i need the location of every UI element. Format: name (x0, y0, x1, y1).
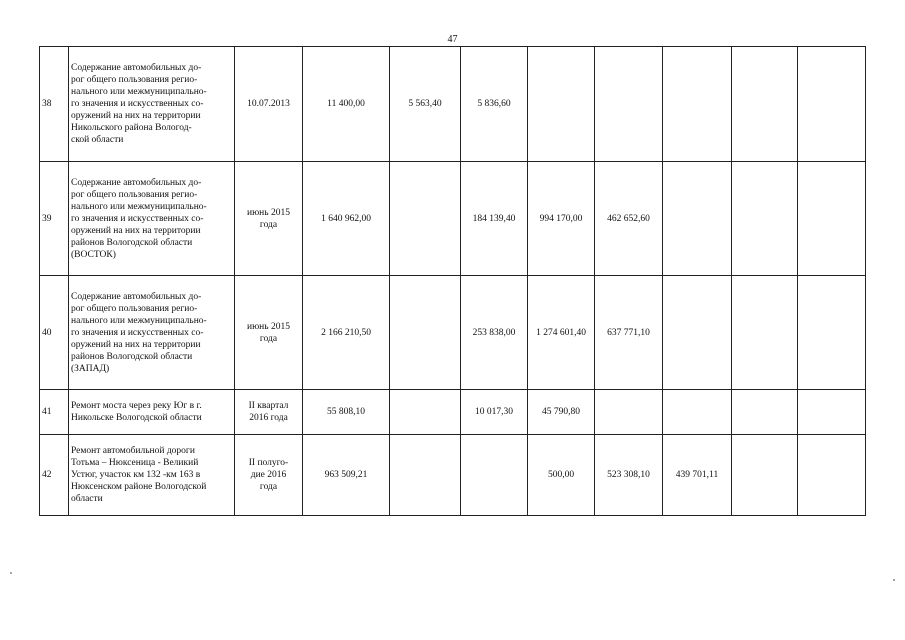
deadline-cell (235, 276, 303, 390)
amount-text: 523 308,10 (607, 470, 650, 480)
amount-cell-v3 (461, 390, 528, 435)
deadline-cell (235, 47, 303, 162)
work-name-cell (69, 276, 235, 390)
deadline-text: июнь 2015 года (247, 207, 290, 230)
table-row (40, 162, 866, 276)
amount-cell-v1 (303, 435, 390, 516)
amount-text: 5 563,40 (408, 99, 442, 109)
amount-cell-v6 (663, 390, 732, 435)
table-row (40, 276, 866, 390)
amount-cell-v7 (732, 47, 798, 162)
row-number-cell (40, 162, 69, 276)
amount-cell-v2 (390, 276, 461, 390)
amount-cell-v5 (595, 47, 663, 162)
amount-text: 55 808,10 (327, 407, 365, 417)
works-table (39, 46, 866, 516)
amount-text: 184 139,40 (472, 213, 516, 224)
amount-cell-v1 (303, 47, 390, 162)
work-name-cell (69, 435, 235, 516)
amount-cell-v2 (390, 390, 461, 435)
amount-cell-v8 (798, 162, 866, 276)
row-number-cell (40, 435, 69, 516)
amount-text: 462 652,60 (607, 213, 650, 224)
amount-cell-v7 (732, 162, 798, 276)
amount-cell-v4 (528, 390, 595, 435)
amount-cell-v2 (390, 435, 461, 516)
amount-text: 11 400,00 (327, 99, 365, 109)
deadline-text: II квартал 2016 года (248, 401, 289, 423)
deadline-text: июнь 2015 года (247, 321, 290, 344)
amount-cell-v5 (595, 390, 663, 435)
amount-cell-v2 (390, 162, 461, 276)
row-number-text: 39 (42, 213, 52, 224)
amount-text: 5 836,60 (477, 99, 511, 109)
page-number: 47 (447, 34, 458, 45)
row-number-text: 40 (42, 327, 52, 338)
amount-cell-v3 (461, 162, 528, 276)
amount-text: 1 640 962,00 (321, 213, 371, 224)
deadline-cell (235, 435, 303, 516)
table-row (40, 47, 866, 162)
row-number-text: 41 (42, 407, 52, 417)
work-name-cell (69, 390, 235, 435)
amount-cell-v1 (303, 390, 390, 435)
amount-text: 439 701,11 (675, 470, 719, 480)
amount-text: 2 166 210,50 (321, 327, 371, 338)
amount-cell-v7 (732, 435, 798, 516)
work-name-cell (69, 47, 235, 162)
deadline-cell (235, 162, 303, 276)
amount-text: 963 509,21 (324, 470, 368, 480)
work-name-text: Содержание автомобильных до- рог общего пользования регио- нального или межмуниципально- го значения и искусственных со- оружений на них на территории районов Вологодской области (ВОСТОК) (71, 177, 207, 260)
row-number-text: 38 (42, 99, 52, 109)
amount-text: 253 838,00 (472, 327, 516, 338)
row-number-cell (40, 390, 69, 435)
amount-cell-v4 (528, 435, 595, 516)
amount-text: 637 771,10 (607, 327, 650, 338)
table-row (40, 435, 866, 516)
scan-speck (10, 572, 12, 574)
amount-cell-v8 (798, 47, 866, 162)
deadline-cell (235, 390, 303, 435)
amount-cell-v7 (732, 390, 798, 435)
work-name-cell (69, 162, 235, 276)
work-name-text: Ремонт автомобильной дороги Тотьма – Нюксеница - Великий Устюг, участок км 132 -км 163 в Нюксенском районе Вологодской области (71, 446, 207, 504)
amount-cell-v2 (390, 47, 461, 162)
amount-cell-v6 (663, 162, 732, 276)
amount-cell-v6 (663, 47, 732, 162)
work-name-text: Содержание автомобильных до- рог общего пользования регио- нального или межмуниципально- го значения и искусственных со- оружений на них на территории Никольского района Вологод- ской области (71, 63, 207, 145)
amount-cell-v7 (732, 276, 798, 390)
amount-cell-v6 (663, 435, 732, 516)
amount-cell-v4 (528, 276, 595, 390)
work-name-text: Ремонт моста через реку Юг в г. Никольске Вологодской области (71, 401, 202, 423)
amount-cell-v5 (595, 276, 663, 390)
amount-text: 45 790,80 (542, 407, 580, 417)
amount-text: 10 017,30 (475, 407, 513, 417)
amount-cell-v4 (528, 47, 595, 162)
amount-text: 500,00 (547, 470, 575, 480)
amount-cell-v4 (528, 162, 595, 276)
amount-cell-v1 (303, 276, 390, 390)
amount-cell-v8 (798, 390, 866, 435)
amount-cell-v8 (798, 276, 866, 390)
work-name-text: Содержание автомобильных до- рог общего пользования регио- нального или межмуниципально- го значения и искусственных со- оружений на них на территории районов Вологодской области (ЗАПАД) (71, 291, 207, 374)
deadline-text: 10.07.2013 (247, 99, 290, 109)
table-row (40, 390, 866, 435)
amount-cell-v1 (303, 162, 390, 276)
amount-cell-v6 (663, 276, 732, 390)
amount-cell-v3 (461, 276, 528, 390)
row-number-cell (40, 276, 69, 390)
deadline-text: II полуго- дие 2016 года (248, 458, 289, 492)
amount-text: 994 170,00 (539, 213, 583, 224)
row-number-cell (40, 47, 69, 162)
amount-cell-v3 (461, 47, 528, 162)
amount-cell-v8 (798, 435, 866, 516)
amount-text: 1 274 601,40 (536, 327, 586, 338)
amount-cell-v3 (461, 435, 528, 516)
amount-cell-v5 (595, 162, 663, 276)
row-number-text: 42 (42, 470, 52, 480)
amount-cell-v5 (595, 435, 663, 516)
scan-speck (893, 579, 895, 581)
